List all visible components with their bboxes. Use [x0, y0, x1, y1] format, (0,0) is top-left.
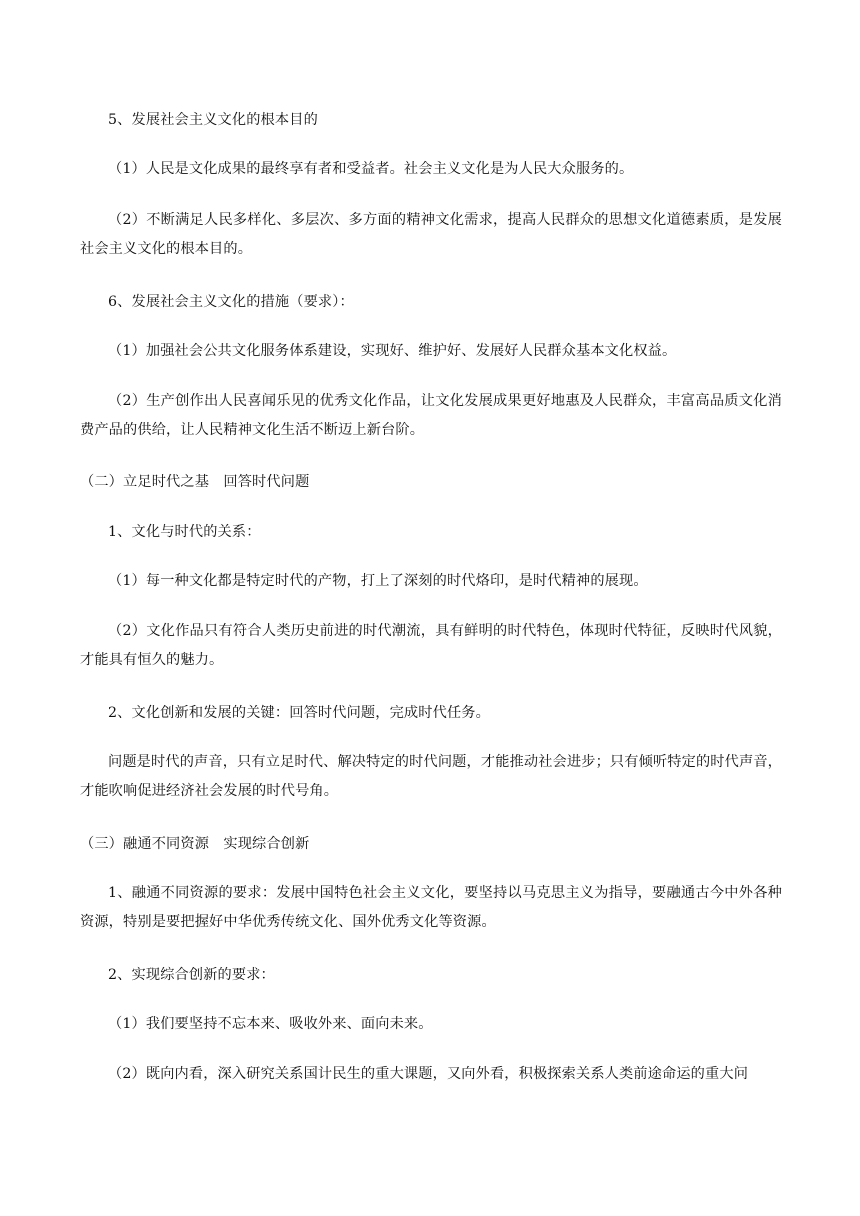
section-heading-5: 5、发展社会主义文化的根本目的 — [108, 112, 318, 128]
section-heading-2-1: 1、文化与时代的关系： — [108, 524, 261, 540]
paragraph-2-1-2: （2）文化作品只有符合人类历史前进的时代潮流，具有鲜明的时代特色，体现时代特征，反映时代风貌，才能具有恒久的魅力。 — [80, 623, 782, 668]
section-heading-3-2: 2、实现综合创新的要求： — [108, 967, 275, 983]
section-heading-6: 6、发展社会主义文化的措施（要求）： — [108, 294, 354, 310]
paragraph-3-1: 1、融通不同资源的要求：发展中国特色社会主义文化，要坚持以马克思主义为指导，要融通古今中外各种资源，特别是要把握好中华优秀传统文化、国外优秀文化等资源。 — [80, 885, 782, 930]
paragraph-5-2: （2）不断满足人民多样化、多层次、多方面的精神文化需求，提高人民群众的思想文化道德素质，是发展社会主义文化的根本目的。 — [80, 212, 782, 257]
paragraph-6-2: （2）生产创作出人民喜闻乐见的优秀文化作品，让文化发展成果更好地惠及人民群众，丰富高品质文化消费产品的供给，让人民精神文化生活不断迈上新台阶。 — [80, 393, 782, 438]
paragraph-5-1: （1）人民是文化成果的最终享有者和受益者。社会主义文化是为人民大众服务的。 — [108, 161, 634, 177]
paragraph-2-2-body: 问题是时代的声音，只有立足时代、解决特定的时代问题，才能推动社会进步；只有倾听特定的时代声音，才能吹响促进经济社会发展的时代号角。 — [80, 754, 782, 799]
paragraph-3-2-1: （1）我们要坚持不忘本来、吸收外来、面向未来。 — [108, 1016, 433, 1032]
paragraph-6-1: （1）加强社会公共文化服务体系建设，实现好、维护好、发展好人民群众基本文化权益。 — [108, 343, 677, 359]
section-heading-2-2: 2、文化创新和发展的关键：回答时代问题，完成时代任务。 — [108, 705, 490, 721]
paragraph-2-1-1: （1）每一种文化都是特定时代的产物，打上了深刻的时代烙印，是时代精神的展现。 — [108, 573, 648, 589]
chapter-heading-3: （三）融通不同资源 实现综合创新 — [80, 836, 310, 852]
paragraph-3-2-2: （2）既向内看，深入研究关系国计民生的重大课题，又向外看，积极探索关系人类前途命运的重大问 — [108, 1066, 749, 1082]
chapter-heading-2: （二）立足时代之基 回答时代问题 — [80, 474, 310, 490]
